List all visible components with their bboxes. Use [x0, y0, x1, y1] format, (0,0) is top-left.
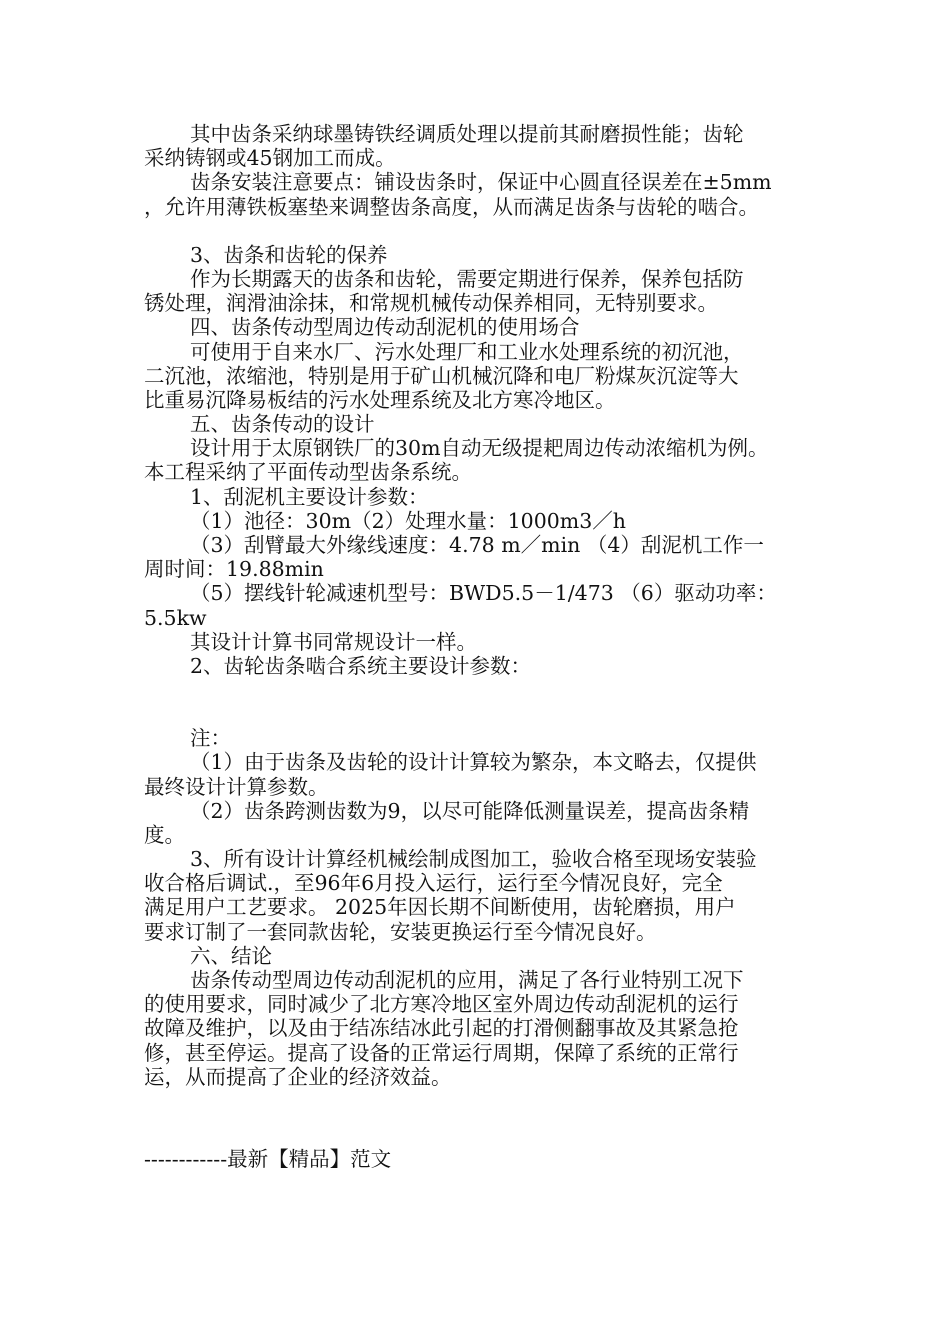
section-heading: 四、齿条传动型周边传动刮泥机的使用场合 [190, 315, 580, 340]
paragraph-line: 比重易沉降易板结的污水处理系统及北方寒冷地区。 [144, 387, 616, 412]
paragraph-line: 采纳铸钢或45钢加工而成。 [144, 146, 396, 171]
paragraph-line: 故障及维护，以及由于结冻结冰此引起的打滑侧翻事故及其紧急抢 [144, 1016, 739, 1041]
paragraph-line: 满足用户工艺要求。 2025年因长期不间断使用，齿轮磨损，用户 [144, 895, 736, 920]
paragraph-line: 可使用于自来水厂、污水处理厂和工业水处理系统的初沉池， [190, 339, 744, 364]
section-heading: 1、刮泥机主要设计参数： [190, 484, 429, 509]
paragraph-line: 其中齿条采纳球墨铸铁经调质处理以提前其耐磨损性能；齿轮 [190, 122, 744, 146]
note-line: （1）由于齿条及齿轮的设计计算较为繁杂，本文略去，仅提供 [190, 750, 757, 775]
note-line: 度。 [144, 822, 185, 847]
paragraph-line: 齿条安装注意要点：铺设齿条时，保证中心圆直径误差在±5mm [190, 170, 772, 195]
paragraph-line: ，允许用薄铁板塞垫来调整齿条高度，从而满足齿条与齿轮的啮合。 [144, 194, 759, 219]
note-label: 注： [190, 726, 231, 751]
paragraph-line: 本工程采纳了平面传动型齿条系统。 [144, 460, 472, 485]
paragraph-line: 其设计计算书同常规设计一样。 [190, 629, 477, 654]
note-line: 最终设计计算参数。 [144, 774, 329, 799]
paragraph-line: 3、所有设计计算经机械绘制成图加工，验收合格至现场安装验 [190, 847, 757, 872]
parameter-line: 周时间：19.88min [144, 557, 324, 582]
section-heading: 六、结论 [190, 943, 272, 968]
paragraph-line: 齿条传动型周边传动刮泥机的应用，满足了各行业特别工况下 [190, 968, 744, 992]
parameter-line: （3）刮臂最大外缘线速度：4.78 m／min （4）刮泥机工作一 [190, 533, 764, 557]
section-heading: 五、齿条传动的设计 [190, 412, 375, 437]
section-heading: 2、齿轮齿条啮合系统主要设计参数： [190, 653, 532, 678]
parameter-line: （5）摆线针轮减速机型号：BWD5.5－1/473 （6）驱动功率： [190, 581, 777, 606]
parameter-line: （1）池径：30m（2）处理水量：1000m3／h [190, 508, 626, 533]
paragraph-line: 作为长期露天的齿条和齿轮，需要定期进行保养，保养包括防 [190, 266, 744, 291]
paragraph-line: 的使用要求，同时减少了北方寒冷地区室外周边传动刮泥机的运行 [144, 992, 739, 1017]
footer-text: ------------最新【精品】范文 [144, 1146, 392, 1171]
paragraph-line: 要求订制了一套同款齿轮，安装更换运行至今情况良好。 [144, 919, 657, 944]
paragraph-line: 运，从而提高了企业的经济效益。 [144, 1064, 452, 1089]
note-line: （2）齿条跨测齿数为9，以尽可能降低测量误差，提高齿条精 [190, 798, 750, 823]
paragraph-line: 二沉池，浓缩池，特别是用于矿山机械沉降和电厂粉煤灰沉淀等大 [144, 363, 739, 388]
document-body [144, 122, 804, 1171]
paragraph-line: 锈处理，润滑油涂抹，和常规机械传动保养相同，无特别要求。 [144, 291, 718, 316]
paragraph-line: 设计用于太原钢铁厂的30m自动无级提耙周边传动浓缩机为例。 [190, 436, 769, 461]
paragraph-line: 收合格后调试.，至96年6月投入运行，运行至今情况良好，完全 [144, 871, 723, 896]
parameter-line: 5.5kw [144, 605, 207, 630]
paragraph-line: 修，甚至停运。提高了设备的正常运行周期，保障了系统的正常行 [144, 1040, 739, 1065]
section-heading: 3、齿条和齿轮的保养 [190, 242, 388, 267]
